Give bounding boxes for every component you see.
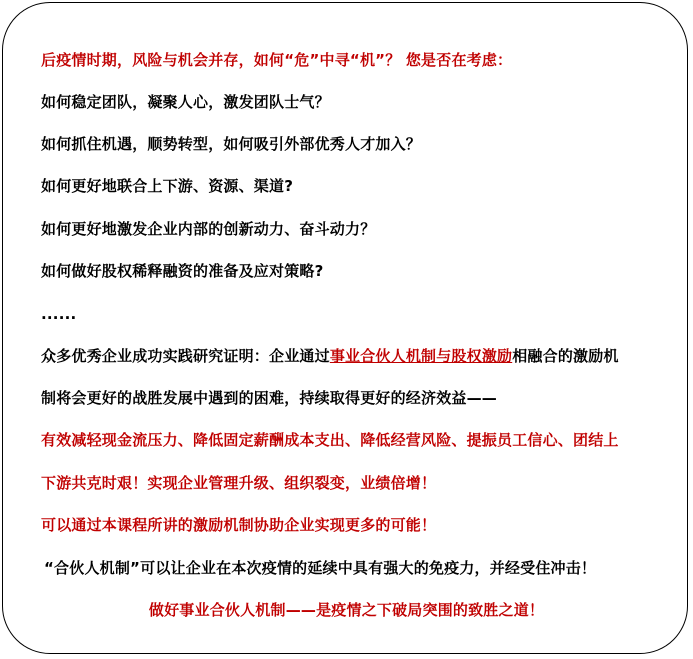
research-proof-line (41, 346, 619, 366)
intro-question-line: 后疫情时期，风险与机会并存，如何“危”中寻“机”？ 您是否在考虑： (41, 51, 513, 69)
ellipsis: ...... (41, 305, 77, 323)
closing-slogan: 做好事业合伙人机制——是疫情之下破局突围的致胜之道！ (148, 601, 545, 619)
question-seize-opportunity: 如何抓住机遇，顺势转型，如何吸引外部优秀人才加入？ (41, 135, 422, 153)
partner-equity-mechanism-link[interactable]: 事业合伙人机制与股权激励 (329, 347, 513, 365)
research-proof-continuation: 制将会更好的战胜发展中遇到的困难，持续取得更好的经济效益—— (41, 389, 498, 407)
partner-mechanism-immunity-line: “合伙人机制”可以让企业在本次疫情的延续中具有强大的免疫力，并经受住冲击！ (44, 559, 597, 577)
course-possibility-line: 可以通过本课程所讲的激励机制协助企业实现更多的可能！ (41, 516, 437, 534)
research-proof-prefix: 众多优秀企业成功实践研究证明：企业通过 (41, 347, 330, 365)
question-unite-resources: 如何更好地联合上下游、资源、渠道? (41, 177, 294, 195)
research-proof-suffix: 相融合的激励机 (512, 347, 619, 365)
benefits-line-1: 有效减轻现金流压力、降低固定薪酬成本支出、降低经营风险、提振员工信心、团结上 (41, 431, 619, 449)
question-stabilize-team: 如何稳定团队，凝聚人心，激发团队士气？ (41, 93, 330, 111)
benefits-line-2: 下游共克时艰！实现企业管理升级、组织裂变，业绩倍增！ (41, 474, 437, 492)
question-equity-financing: 如何做好股权稀释融资的准备及应对策略? (41, 262, 324, 280)
question-innovation-drive: 如何更好地激发企业内部的创新动力、奋斗动力？ (41, 220, 376, 238)
